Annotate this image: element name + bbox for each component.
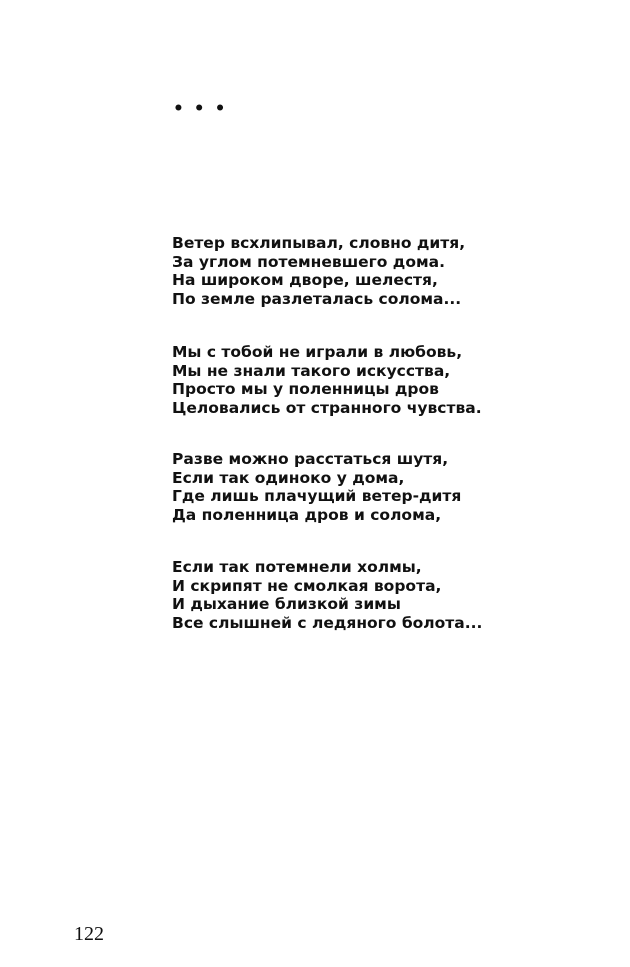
poem-ornament: • • • [173,99,228,119]
poem-line: По земле разлеталась солома... [172,289,462,308]
poem-line: Да поленница дров и солома, [172,505,442,524]
poem-stanza-3 [172,450,461,524]
poem-stanza-1 [172,234,465,308]
poem-line: Разве можно расстаться шутя, [172,450,449,468]
poem-line: Где лишь плачущий ветер-дитя [172,487,462,506]
poem-line: И дыхание близкой зимы [172,595,401,614]
poem-line: На широком дворе, шелестя, [172,271,438,290]
poem-line: За углом потемневшего дома. [172,252,445,271]
poem-line: И скрипят не смолкая ворота, [172,576,442,595]
poem-line: Мы не знали такого искусства, [172,361,451,380]
poem-stanza-4 [172,558,482,632]
poem-line: Все слышней с ледяного болота... [172,613,483,632]
poem-line: Если так потемнели холмы, [172,558,422,576]
poem-line: Если так одиноко у дома, [172,468,405,487]
poem-stanza-2 [172,343,482,417]
poem-line: Просто мы у поленницы дров [172,380,439,399]
poem-line: Мы с тобой не играли в любовь, [172,343,463,361]
poem-line: Целовались от странного чувства. [172,398,482,417]
page-number: 122 [74,923,104,945]
poem-line: Ветер всхлипывал, словно дитя, [172,234,466,252]
